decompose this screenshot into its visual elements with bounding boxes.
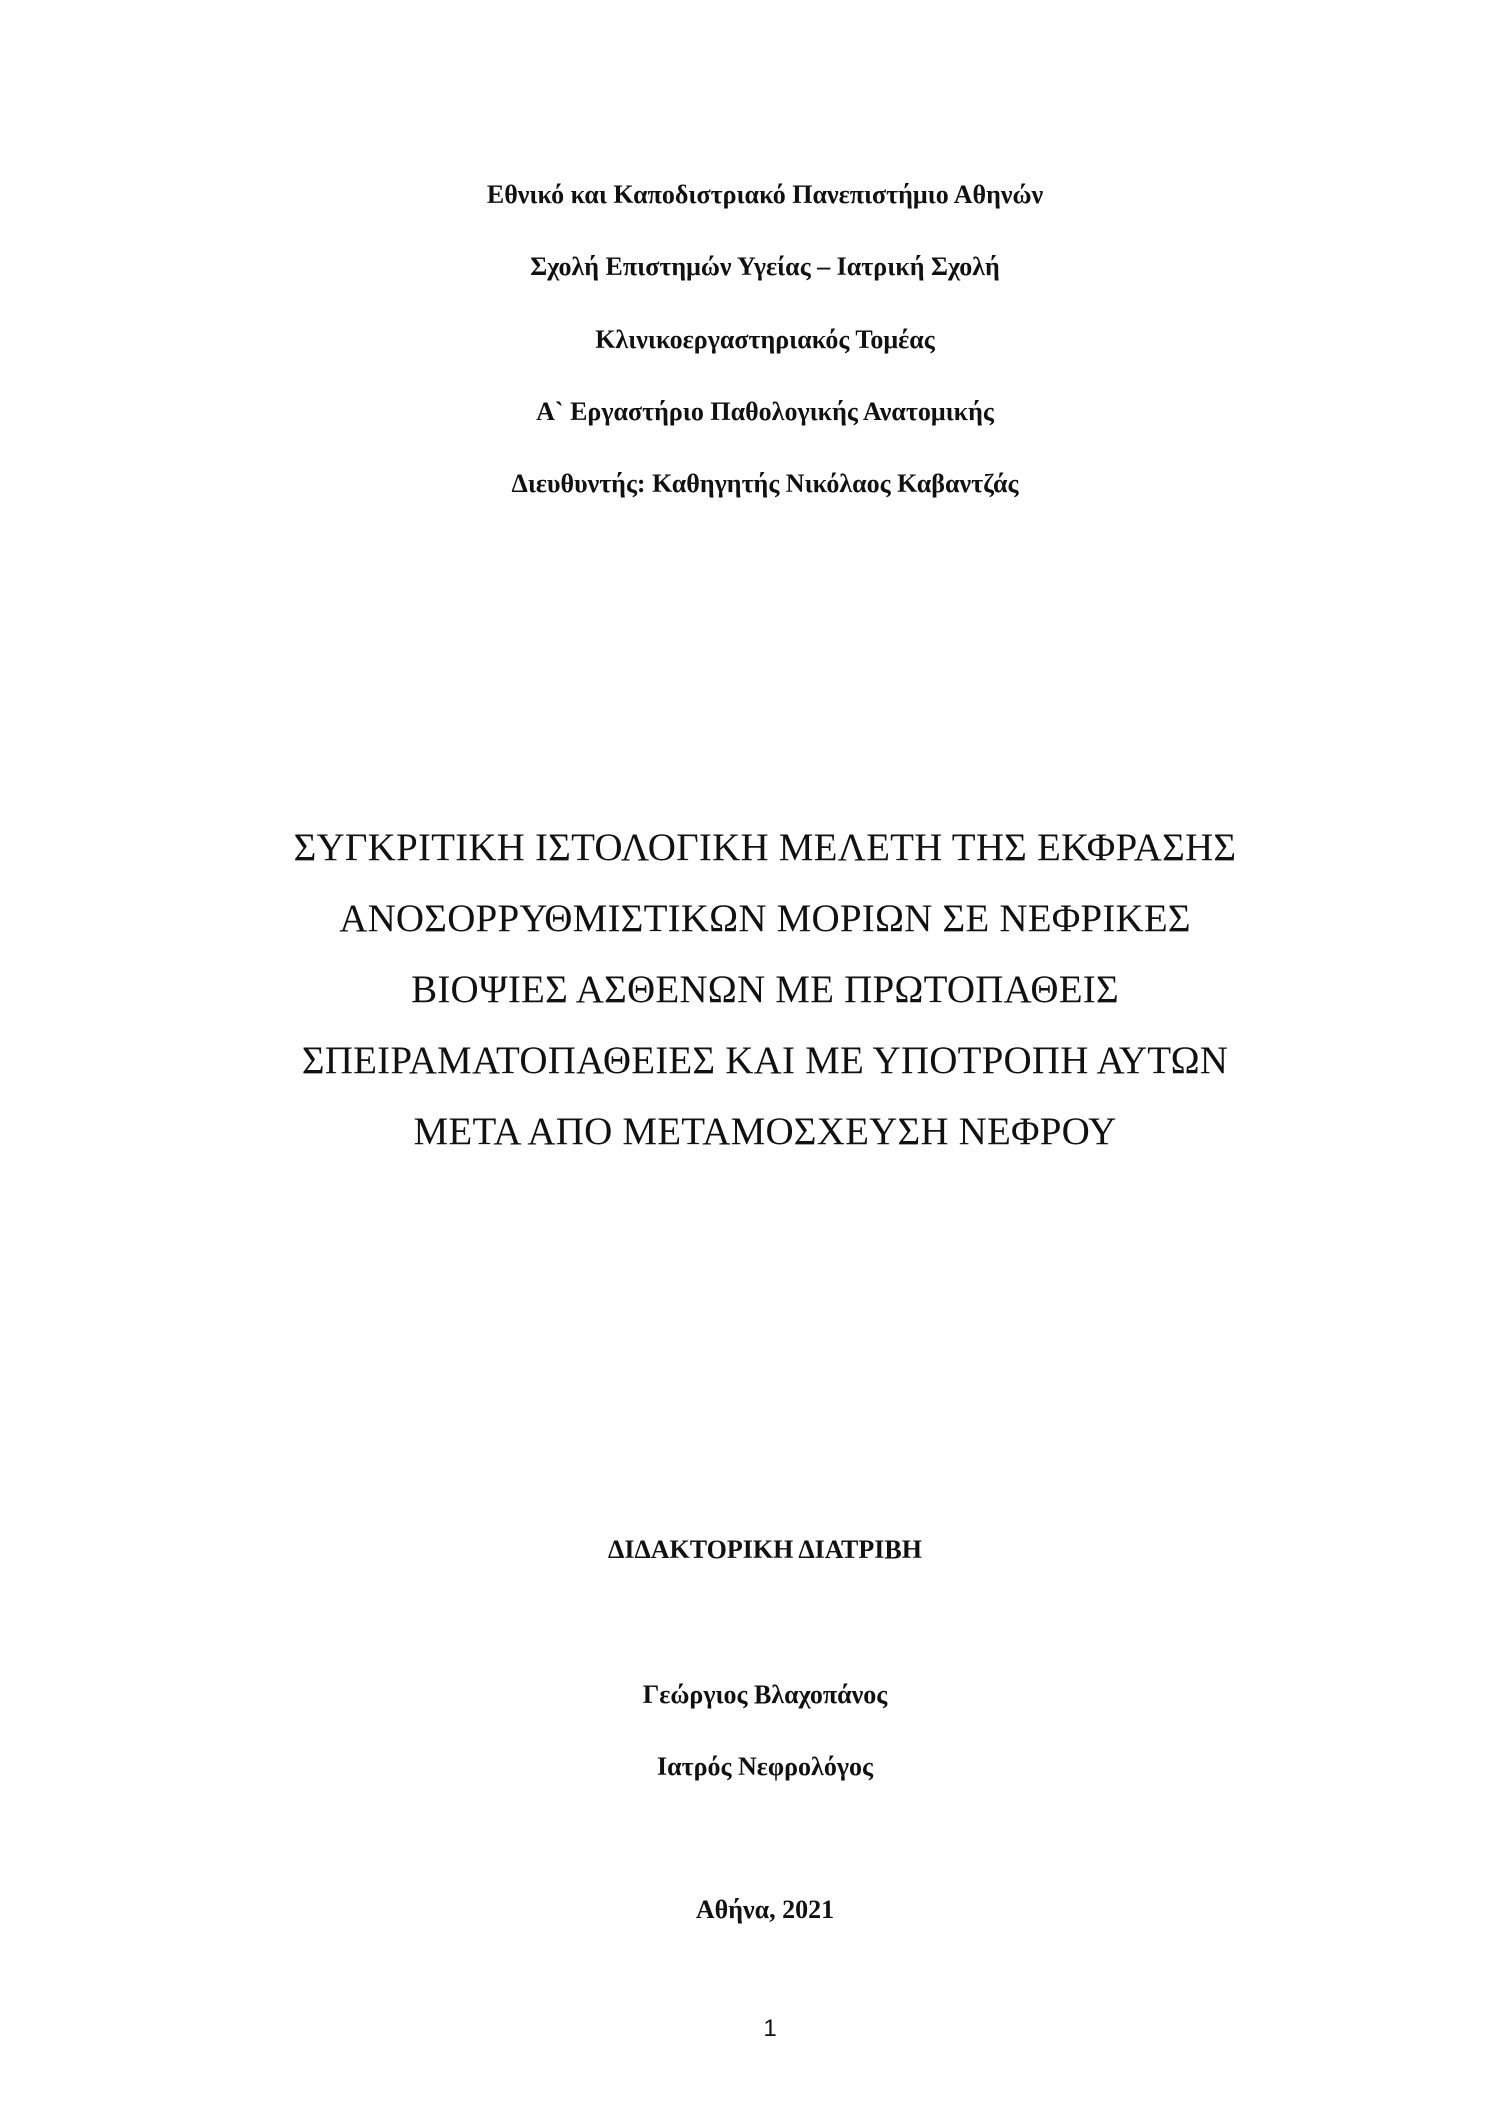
document-type: ΔΙΔΑΚΤΟΡΙΚΗ ΔΙΑΤΡΙΒΗ — [608, 1535, 922, 1564]
thesis-title-line-1: ΣΥΓΚΡΙΤΙΚΗ ΙΣΤΟΛΟΓΙΚΗ ΜΕΛΕΤΗ ΤΗΣ ΕΚΦΡΑΣΗΣ — [293, 826, 1237, 869]
thesis-title-line-2: ΑΝΟΣΟΡΡΥΘΜΙΣΤΙΚΩΝ ΜΟΡΙΩΝ ΣΕ ΝΕΦΡΙΚΕΣ — [339, 897, 1191, 940]
director-line: Διευθυντής: Καθηγητής Νικόλαος Καβαντζάς — [511, 469, 1019, 498]
laboratory-name: Α` Εργαστήριο Παθολογικής Ανατομικής — [536, 397, 994, 426]
page-number: 1 — [763, 2015, 777, 2042]
thesis-title-line-5: ΜΕΤΑ ΑΠΟ ΜΕΤΑΜΟΣΧΕΥΣΗ ΝΕΦΡΟΥ — [413, 1110, 1117, 1153]
author-profession: Ιατρός Νεφρολόγος — [657, 1752, 873, 1781]
department-name: Κλινικοεργαστηριακός Τομέας — [595, 325, 935, 354]
place-date: Αθήνα, 2021 — [695, 1895, 835, 1924]
author-name: Γεώργιος Βλαχοπάνος — [642, 1680, 888, 1709]
university-name: Εθνικό και Καποδιστριακό Πανεπιστήμιο Αθηνών — [486, 180, 1044, 209]
thesis-title-line-3: ΒΙΟΨΙΕΣ ΑΣΘΕΝΩΝ ΜΕ ΠΡΩΤΟΠΑΘΕΙΣ — [411, 968, 1119, 1011]
thesis-title-line-4: ΣΠΕΙΡΑΜΑΤΟΠΑΘΕΙΕΣ ΚΑΙ ΜΕ ΥΠΟΤΡΟΠΗ ΑΥΤΩΝ — [301, 1039, 1229, 1082]
school-name: Σχολή Επιστημών Υγείας – Ιατρική Σχολή — [530, 252, 1000, 281]
